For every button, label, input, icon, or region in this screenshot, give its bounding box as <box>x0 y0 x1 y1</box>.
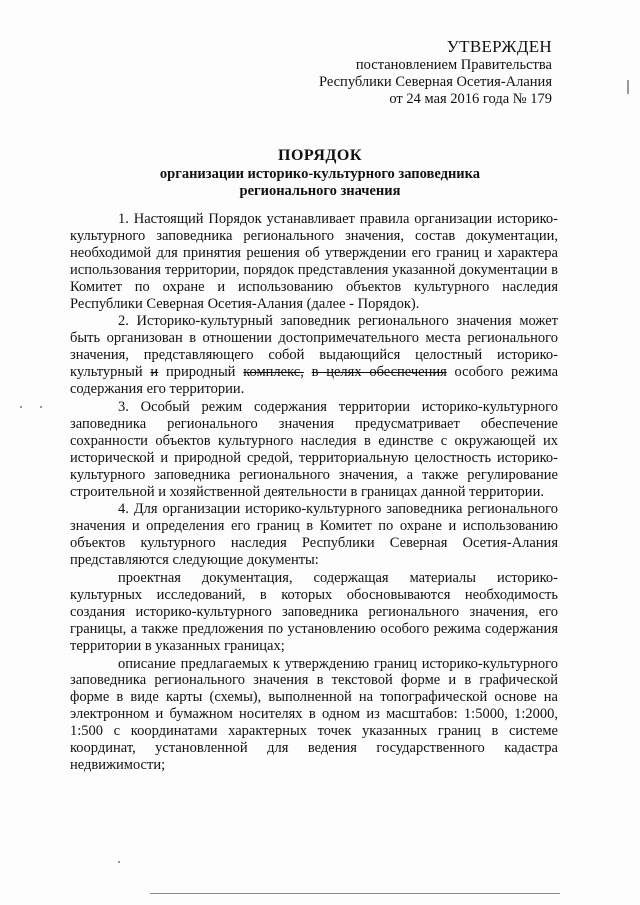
document-title: ПОРЯДОК <box>278 147 362 164</box>
document-subtitle-line-2: регионального значения <box>239 183 401 199</box>
paragraph-5: проектная документация, содержащая материалы историко-культурных исследований, в которых обосновываются необходимость создания историко-культурного заповедника регионального значения, его границы, а также предложения по установлению особого режима содержания территории в указанных границах; <box>70 570 558 654</box>
document-body <box>70 211 558 774</box>
approval-title: УТВЕРЖДЕН <box>446 37 552 56</box>
paragraph-2-struck-complex: комплекс, <box>243 364 304 381</box>
scan-artifact-top-right <box>627 80 629 94</box>
paragraph-3: 3. Особый режим содержания территории историко-культурного заповедника регионального значения предусматривает обеспечение сохранности объектов культурного наследия в единстве с окружающей их исторической и природной средой, территориальную целостность историко-культурного заповедника регионального значения, а также регулирование строительной и хозяйственной деятельности в границах данной территории. <box>70 398 558 500</box>
approval-line-1: постановлением Правительства <box>355 57 552 73</box>
scan-speck-1 <box>20 406 22 408</box>
approval-block <box>319 38 552 108</box>
paragraph-2-end: особого режима содержания его территории. <box>70 364 559 398</box>
document-heading <box>0 146 640 200</box>
paragraph-2-main: 2. Историко-культурный заповедник регионального значения может быть организован в отношении достопримечательного места регионального значения, представляющего собой выдающийся целостный историко-культурный <box>70 313 558 381</box>
scan-speck-3 <box>118 861 120 863</box>
paragraph-2-struck-conjunction: и <box>150 364 159 381</box>
scan-speck-2 <box>40 406 42 408</box>
paragraph-1: 1. Настоящий Порядок устанавливает правила организации историко-культурного заповедника регионального значения, состав документации, необходимой для принятия решения об утверждении его границ и характера использования территории, порядок представления указанной документации в Комитет по охране и использованию объектов культурного наследия Республики Северная Осетия-Алания (далее - Порядок). <box>70 211 558 312</box>
paragraph-2-middle: природный <box>165 364 236 381</box>
scan-bottom-line <box>150 893 560 894</box>
paragraph-2-struck-purpose: в целях обеспечения <box>311 364 447 381</box>
document-subtitle-line-1: организации историко-культурного заповедника <box>159 166 481 182</box>
paragraph-6: описание предлагаемых к утверждению границ историко-культурного заповедника регионального значения в текстовой форме и в графической форме в виде карты (схемы), выполненной на топографической основе на электронном и бумажном носителях в одном из масштабов: 1:5000, 1:2000, 1:500 с координатами характерных точек указанных границ в системе координат, установленной для ведения государственного кадастра недвижимости; <box>70 655 558 773</box>
approval-line-3: от 24 мая 2016 года № 179 <box>389 91 552 107</box>
approval-line-2: Республики Северная Осетия-Алания <box>318 74 552 90</box>
paragraph-2 <box>70 313 558 398</box>
paragraph-4: 4. Для организации историко-культурного заповедника регионального значения и определения его границ в Комитет по охране и использованию объектов культурного наследия Республики Северная Осетия-Алания представляются следующие документы: <box>70 501 558 569</box>
